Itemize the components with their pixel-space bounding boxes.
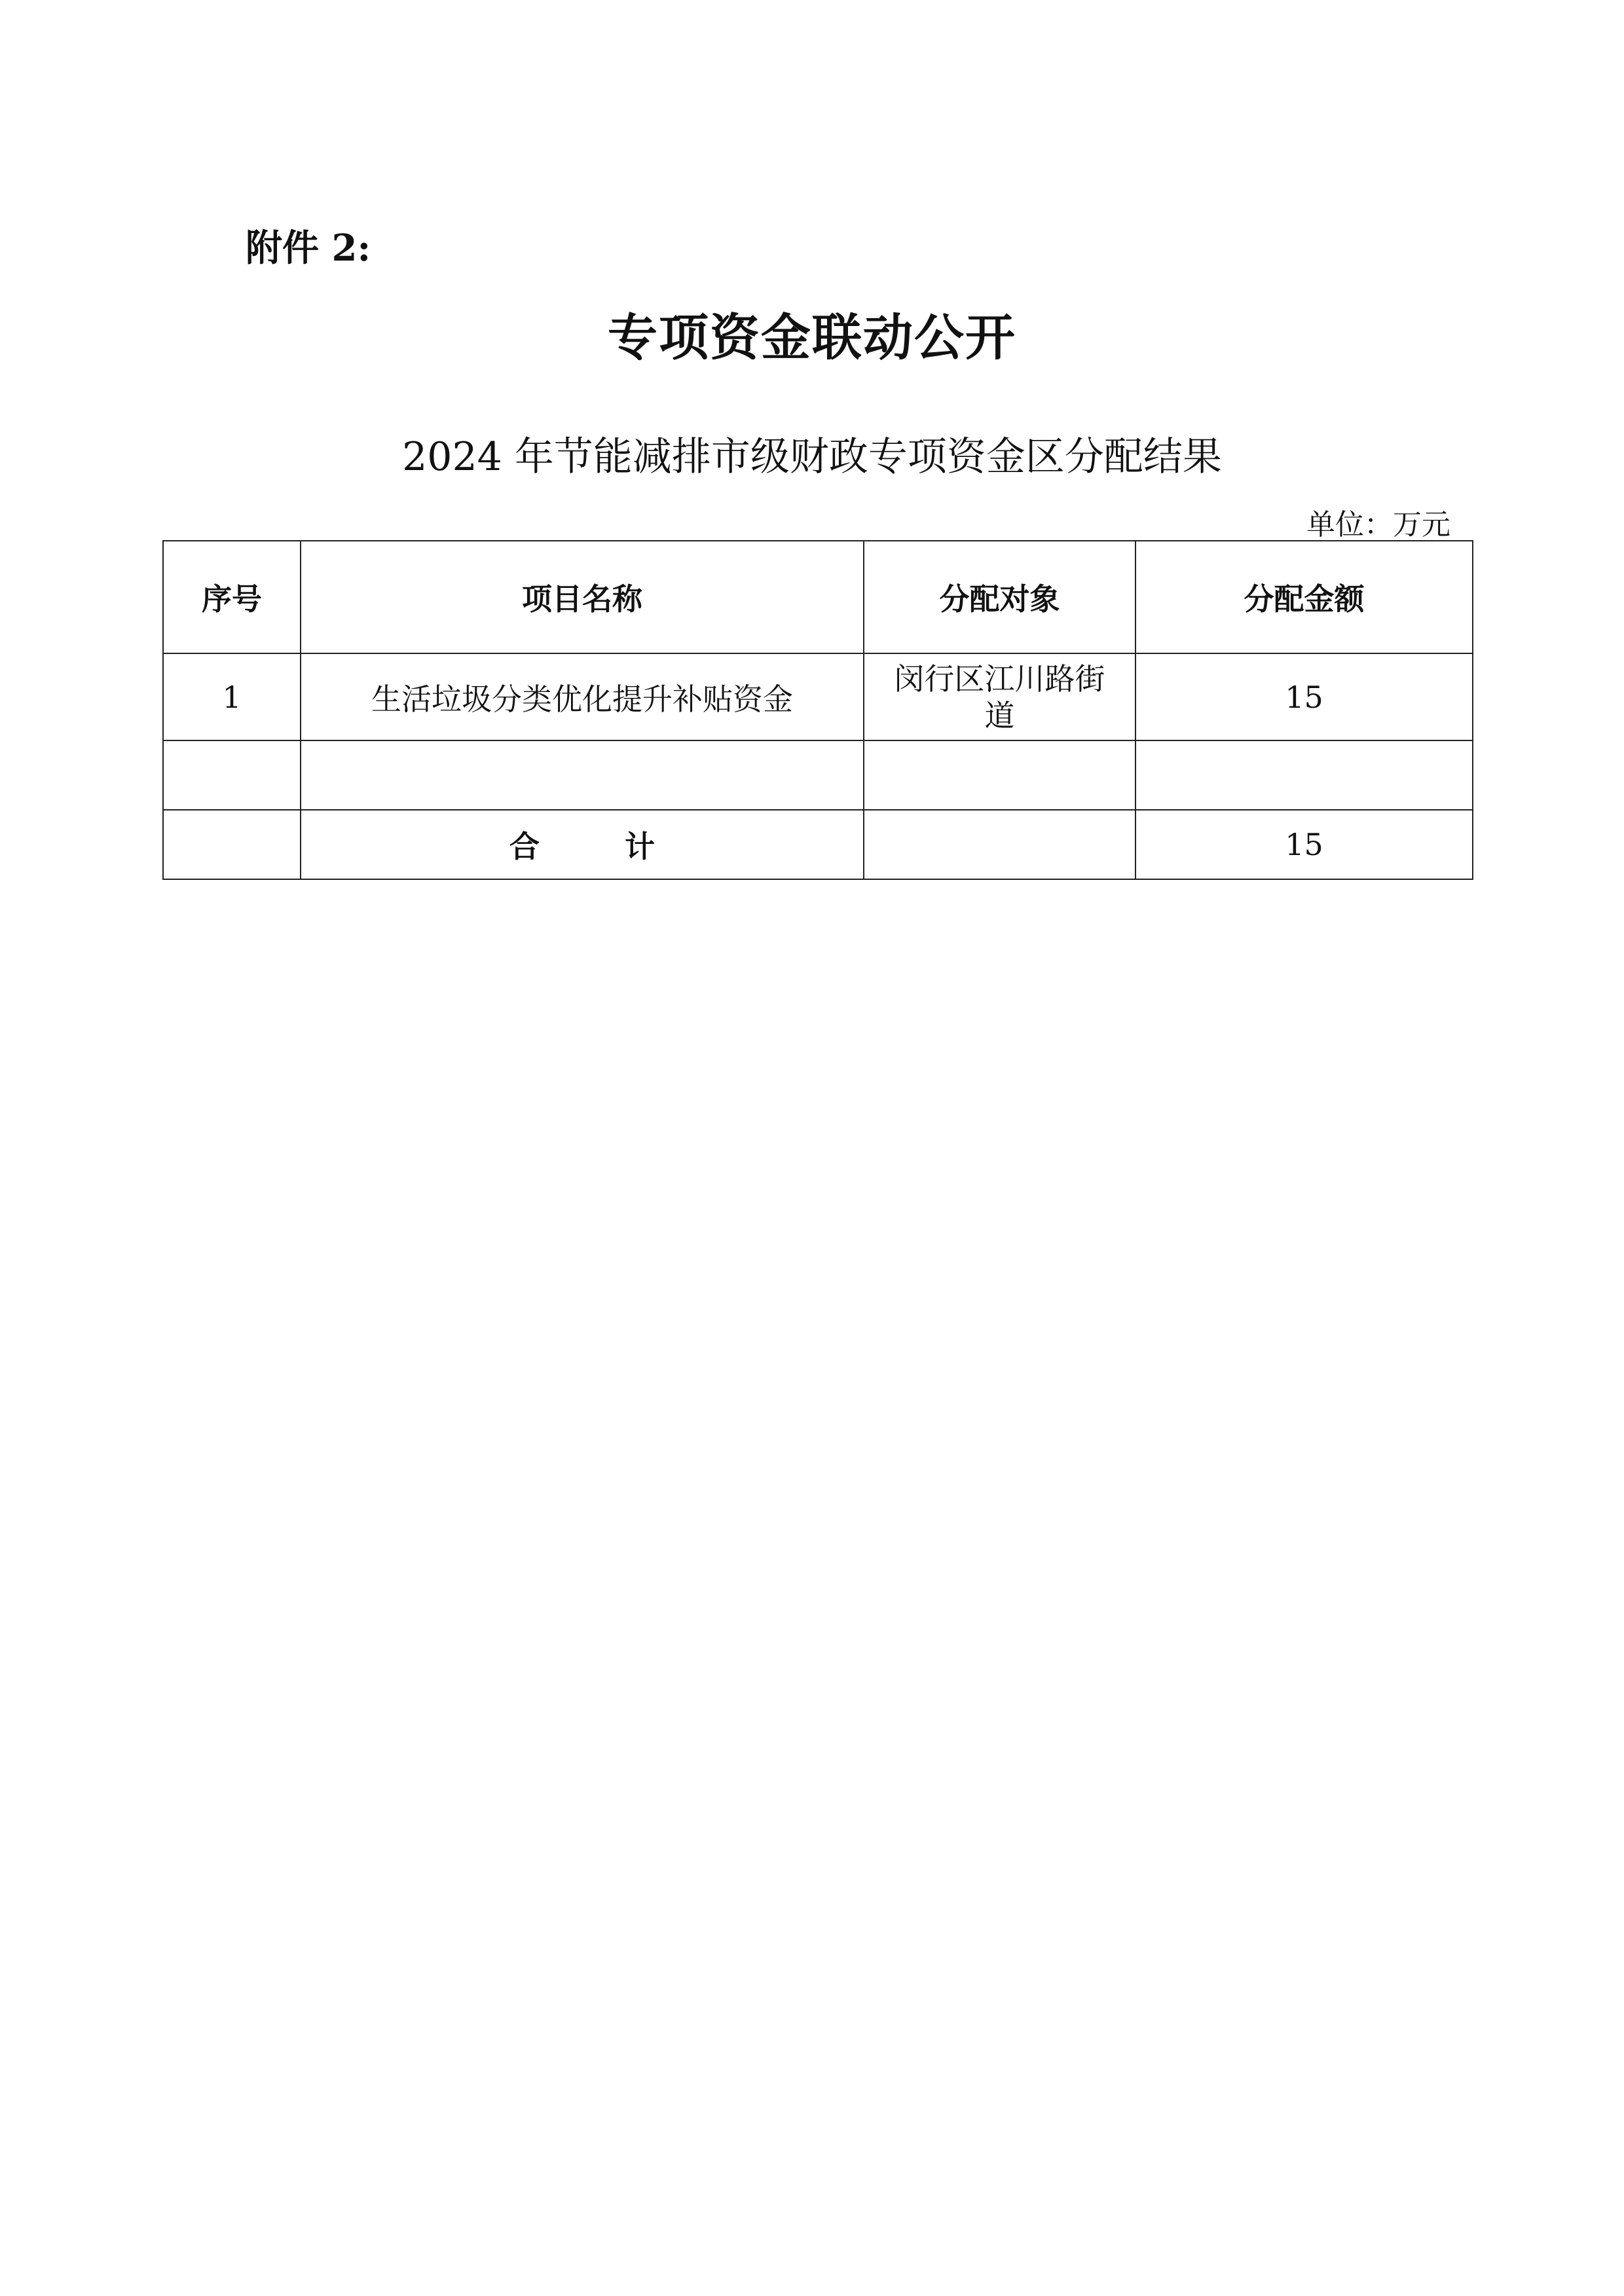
allocation-table: [162, 540, 1473, 880]
header-project-name: 项目名称: [301, 541, 864, 653]
table-row-empty: [163, 740, 1473, 810]
header-target: 分配对象: [864, 541, 1135, 653]
cell-empty: [864, 810, 1135, 879]
table-row: [163, 653, 1473, 740]
cell-target: [864, 653, 1135, 740]
cell-project-name: 生活垃圾分类优化提升补贴资金: [301, 653, 864, 740]
header-seq: 序号: [163, 541, 301, 653]
unit-label: 单位：万元: [1306, 508, 1450, 541]
cell-empty: [1135, 740, 1473, 810]
total-label-text: 合计: [509, 829, 740, 864]
cell-amount: 15: [1135, 653, 1473, 740]
table-header-row: [163, 541, 1473, 653]
attachment-label: 附件 2:: [246, 227, 371, 270]
cell-seq: 1: [163, 653, 301, 740]
cell-empty: [163, 740, 301, 810]
target-text: 闵行区江川路街道: [894, 661, 1105, 733]
table-total-row: [163, 810, 1473, 879]
cell-empty: [163, 810, 301, 879]
total-amount: 15: [1135, 810, 1473, 879]
table-title: 2024 年节能减排市级财政专项资金区分配结果: [402, 434, 1222, 480]
total-label: [301, 810, 864, 879]
page-title: 专项资金联动公开: [608, 308, 1016, 367]
cell-empty: [864, 740, 1135, 810]
header-amount: 分配金额: [1135, 541, 1473, 653]
cell-empty: [301, 740, 864, 810]
